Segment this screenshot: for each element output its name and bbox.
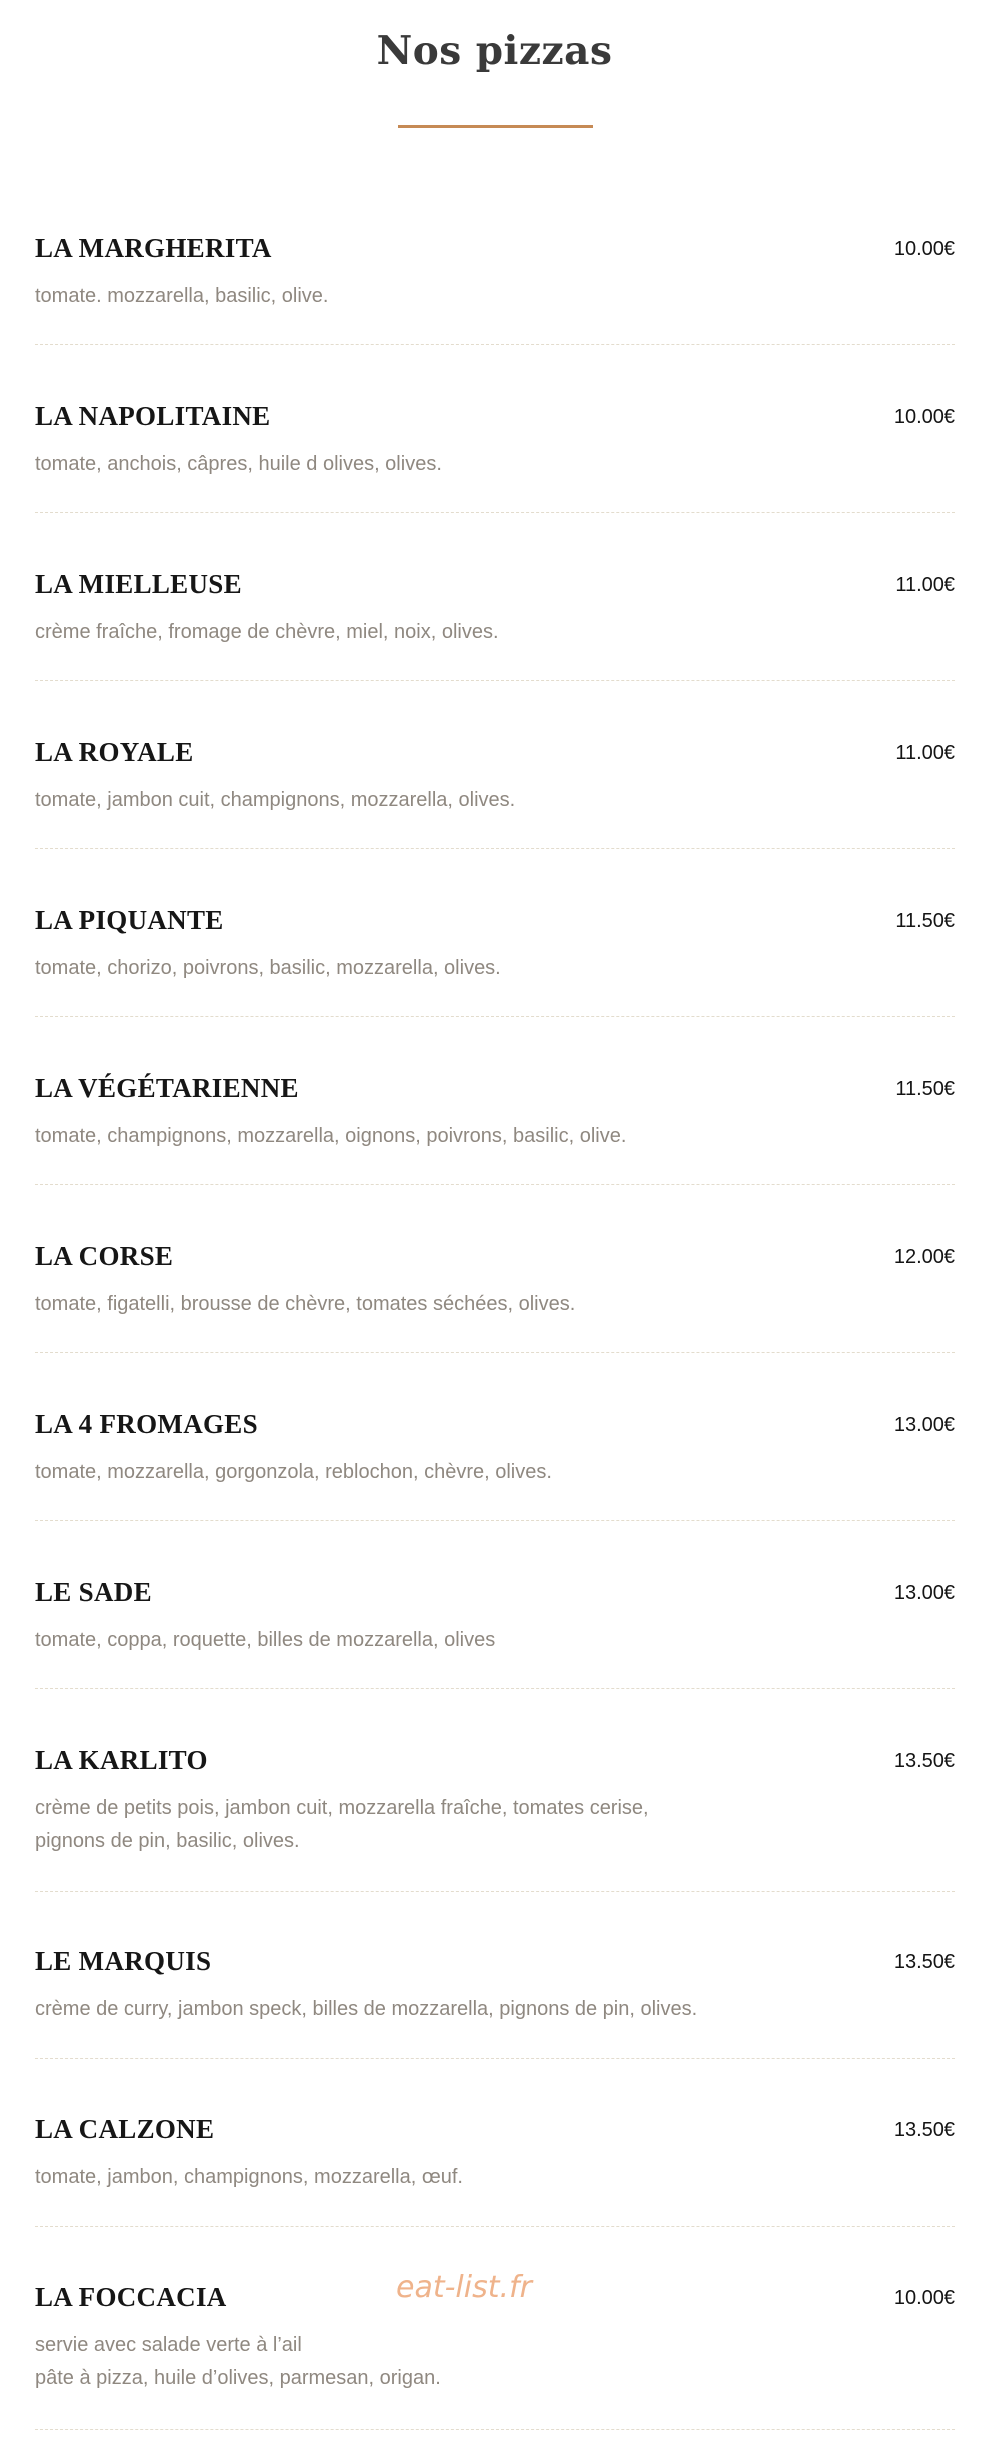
item-description-line: crème de curry, jambon speck, billes de mozzarella, pignons de pin, olives. bbox=[35, 1998, 698, 2020]
item-description-line: tomate, jambon cuit, champignons, mozzarella, olives. bbox=[35, 789, 516, 811]
item-description bbox=[35, 1288, 735, 1321]
menu-item bbox=[35, 1945, 955, 2059]
item-name: LA NAPOLITAINE bbox=[35, 401, 271, 431]
menu-item bbox=[35, 232, 955, 345]
page-title: Nos pizzas bbox=[376, 28, 613, 74]
menu-item bbox=[35, 736, 955, 849]
item-name: LA FOCCACIA bbox=[35, 2282, 227, 2312]
item-description bbox=[35, 952, 735, 985]
item-description bbox=[35, 2161, 735, 2194]
item-price: 12.00€ bbox=[893, 1246, 955, 1268]
item-description bbox=[35, 1624, 735, 1657]
item-name: LA CALZONE bbox=[35, 2114, 215, 2144]
item-name: LE SADE bbox=[35, 1577, 152, 1607]
item-name: LA ROYALE bbox=[35, 737, 194, 767]
item-description-line: tomate, jambon, champignons, mozzarella, œuf. bbox=[35, 2166, 463, 2188]
menu-item bbox=[35, 1576, 955, 1689]
item-name: LA 4 FROMAGES bbox=[35, 1409, 258, 1439]
menu-item bbox=[35, 1744, 955, 1892]
item-description bbox=[35, 2329, 735, 2395]
menu-item bbox=[35, 1072, 955, 1185]
item-description bbox=[35, 1993, 735, 2026]
item-description-line: tomate, champignons, mozzarella, oignons, poivrons, basilic, olive. bbox=[35, 1125, 627, 1147]
pizza-menu-list bbox=[35, 0, 955, 2463]
item-description-line: tomate, mozzarella, gorgonzola, reblochon, chèvre, olives. bbox=[35, 1461, 552, 1483]
item-description-line: pignons de pin, basilic, olives. bbox=[35, 1830, 300, 1852]
item-description-line: crème de petits pois, jambon cuit, mozzarella fraîche, tomates cerise, bbox=[35, 1797, 649, 1819]
item-name: LA MIELLEUSE bbox=[35, 569, 242, 599]
item-price: 11.50€ bbox=[895, 910, 955, 932]
item-description bbox=[35, 784, 735, 817]
item-description-line: tomate, chorizo, poivrons, basilic, mozzarella, olives. bbox=[35, 957, 501, 979]
watermark: eat-list.fr bbox=[396, 2270, 532, 2305]
menu-item bbox=[35, 1240, 955, 1353]
item-description bbox=[35, 1456, 735, 1489]
item-price: 10.00€ bbox=[893, 406, 955, 428]
item-description-line: tomate. mozzarella, basilic, olive. bbox=[35, 285, 329, 307]
item-name: LA MARGHERITA bbox=[35, 233, 272, 263]
item-price: 11.00€ bbox=[895, 742, 955, 764]
item-description-line: tomate, figatelli, brousse de chèvre, tomates séchées, olives. bbox=[35, 1293, 576, 1315]
item-price: 13.00€ bbox=[893, 1582, 955, 1604]
item-price: 13.50€ bbox=[893, 1750, 955, 1772]
menu-item bbox=[35, 568, 955, 681]
item-name: LA KARLITO bbox=[35, 1745, 208, 1775]
menu-item bbox=[35, 400, 955, 513]
item-name: LE MARQUIS bbox=[35, 1946, 212, 1976]
item-description bbox=[35, 616, 735, 649]
item-description bbox=[35, 280, 735, 313]
item-price: 13.50€ bbox=[893, 2119, 955, 2141]
menu-item bbox=[35, 2113, 955, 2227]
item-description-line: servie avec salade verte à l’ail bbox=[35, 2334, 302, 2356]
item-name: LA CORSE bbox=[35, 1241, 174, 1271]
item-description-line: tomate, anchois, câpres, huile d olives, olives. bbox=[35, 453, 442, 475]
item-description bbox=[35, 448, 735, 481]
item-description-line: crème fraîche, fromage de chèvre, miel, noix, olives. bbox=[35, 621, 499, 643]
menu-item bbox=[35, 1408, 955, 1521]
item-name: LA VÉGÉTARIENNE bbox=[35, 1073, 299, 1103]
item-price: 10.00€ bbox=[893, 238, 955, 260]
item-price: 10.00€ bbox=[893, 2287, 955, 2309]
item-price: 13.00€ bbox=[893, 1414, 955, 1436]
item-price: 13.50€ bbox=[893, 1951, 955, 1973]
item-description-line: tomate, coppa, roquette, billes de mozzarella, olives bbox=[35, 1629, 496, 1651]
menu-item bbox=[35, 904, 955, 1017]
item-name: LA PIQUANTE bbox=[35, 905, 224, 935]
item-price: 11.00€ bbox=[895, 574, 955, 596]
item-description bbox=[35, 1792, 735, 1858]
item-price: 11.50€ bbox=[895, 1078, 955, 1100]
item-description-line: pâte à pizza, huile d’olives, parmesan, origan. bbox=[35, 2367, 441, 2389]
item-description bbox=[35, 1120, 735, 1153]
